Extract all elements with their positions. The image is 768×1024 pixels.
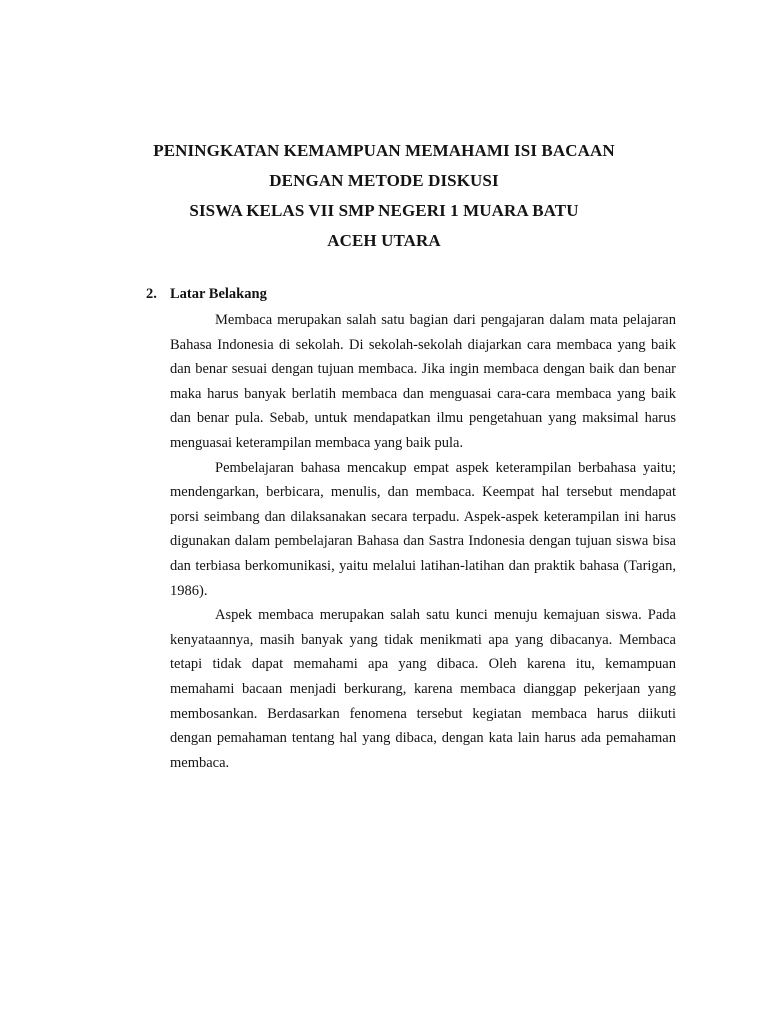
document-title xyxy=(0,136,768,256)
title-line-3: SISWA KELAS VII SMP NEGERI 1 MUARA BATU xyxy=(189,201,579,220)
paragraph-3: Aspek membaca merupakan salah satu kunci menuju kemajuan siswa. Pada kenyataannya, masih banyak yang tidak menikmati apa yang dibacanya. Membaca tetapi tidak dapat memahami apa yang dibaca. Oleh karena itu, kemampuan memahami bacaan menjadi berkurang, karena membaca dianggap pekerjaan yang membosankan. Berdasarkan fenomena tersebut kegiatan membaca harus diikuti dengan pemahaman tentang hal yang dibaca, dengan kata lain harus ada pemahaman membaca. xyxy=(170,607,676,771)
section-body xyxy=(170,308,676,775)
paragraph-1: Membaca merupakan salah satu bagian dari pengajaran dalam mata pelajaran Bahasa Indonesia di sekolah. Di sekolah-sekolah diajarkan cara membaca yang baik dan benar sesuai dengan tujuan membaca. Jika ingin membaca dengan baik dan benar maka harus banyak berlatih membaca dan menguasai cara-cara membaca yang baik dan benar pula. Sebab, untuk mendapatkan ilmu pengetahuan yang maksimal harus menguasai keterampilan membaca yang baik pula. xyxy=(170,312,676,451)
title-line-4: ACEH UTARA xyxy=(327,231,441,250)
paragraph-2: Pembelajaran bahasa mencakup empat aspek keterampilan berbahasa yaitu; mendengarkan, berbicara, menulis, dan membaca. Keempat hal tersebut mendapat porsi seimbang dan dilaksanakan secara terpadu. Aspek-aspek keterampilan ini harus digunakan dalam pembelajaran Bahasa dan Sastra Indonesia dengan tujuan siswa bisa dan terbiasa berkomunikasi, yaitu melalui latihan-latihan dan praktik bahasa (Tarigan, 1986). xyxy=(170,459,676,599)
section-heading xyxy=(146,284,267,304)
section-title: Latar Belakang xyxy=(170,286,267,302)
title-line-2: DENGAN METODE DISKUSI xyxy=(269,171,499,190)
section-number: 2. xyxy=(146,286,157,302)
title-line-1: PENINGKATAN KEMAMPUAN MEMAHAMI ISI BACAAN xyxy=(153,141,615,160)
